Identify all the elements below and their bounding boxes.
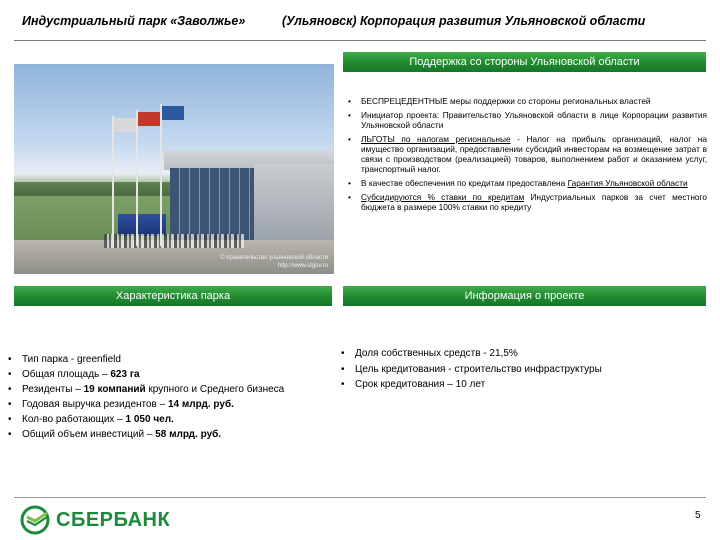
list-item: • Общая площадь – 623 га xyxy=(8,367,338,382)
flag-icon xyxy=(114,118,136,132)
list-item: • Доля собственных средств - 21,5% xyxy=(341,346,711,362)
list-item: • Цель кредитования - строительство инфраструктуры xyxy=(341,362,711,378)
sberbank-logo xyxy=(20,505,170,535)
list-item: • Субсидируются % ставки по кредитам Индустриальных парков за счет местного бюджета в размере 100% ставки по кредиту xyxy=(347,192,707,212)
characteristics-section-title: Характеристика парка xyxy=(14,286,332,306)
footer-divider xyxy=(14,497,706,498)
crowd xyxy=(104,234,244,248)
photo-watermark: © правительство ульяновской области http://www.ulgov.ru xyxy=(220,255,328,269)
list-item: • Инициатор проекта: Правительство Ульяновской области в лице Корпорации развития Ульяновской области xyxy=(347,110,707,130)
list-item: • В качестве обеспечения по кредитам предоставлена Гарантия Ульяновской области xyxy=(347,178,707,188)
list-item: • БЕСПРЕЦЕДЕНТНЫЕ меры поддержки со стороны региональных властей xyxy=(347,96,707,106)
list-item: • Общий объем инвестиций – 58 млрд. руб. xyxy=(8,427,338,442)
header-title: Индустриальный парк «Заволжье» xyxy=(22,14,246,28)
industrial-park-photo xyxy=(14,64,334,274)
flagpole xyxy=(112,116,114,246)
characteristics-list xyxy=(8,352,338,442)
project-info-section-title: Информация о проекте xyxy=(343,286,706,306)
list-item: • Годовая выручка резидентов – 14 млрд. руб. xyxy=(8,397,338,412)
flag-icon xyxy=(162,106,184,120)
flagpole xyxy=(136,110,138,246)
support-list xyxy=(347,96,707,216)
logo-text: СБЕРБАНК xyxy=(56,508,171,531)
support-section-title: Поддержка со стороны Ульяновской области xyxy=(343,52,706,72)
list-item: • Тип парка - greenfield xyxy=(8,352,338,367)
page-number: 5 xyxy=(695,510,701,521)
tent xyxy=(118,214,166,236)
project-info-list xyxy=(341,346,711,393)
header-divider xyxy=(14,40,706,41)
flag-icon xyxy=(138,112,160,126)
sberbank-logo-icon xyxy=(20,505,50,535)
list-item: • Резиденты – 19 компаний крупного и Среднего бизнеса xyxy=(8,382,338,397)
list-item: • ЛЬГОТЫ по налогам региональные - Налог на прибыль организаций, налог на имущество организаций, предоставлении субсидий инвесторам на возмещение затрат в связи с производством (реализацией) товаров, выполнением работ и оказанием услуг, транспортный налог. xyxy=(347,134,707,174)
list-item: • Кол-во работающих – 1 050 чел. xyxy=(8,412,338,427)
list-item: • Срок кредитования – 10 лет xyxy=(341,377,711,393)
building-side xyxy=(254,164,334,244)
header-subtitle: (Ульяновск) Корпорация развития Ульяновской области xyxy=(282,14,646,28)
flagpole xyxy=(160,104,162,246)
